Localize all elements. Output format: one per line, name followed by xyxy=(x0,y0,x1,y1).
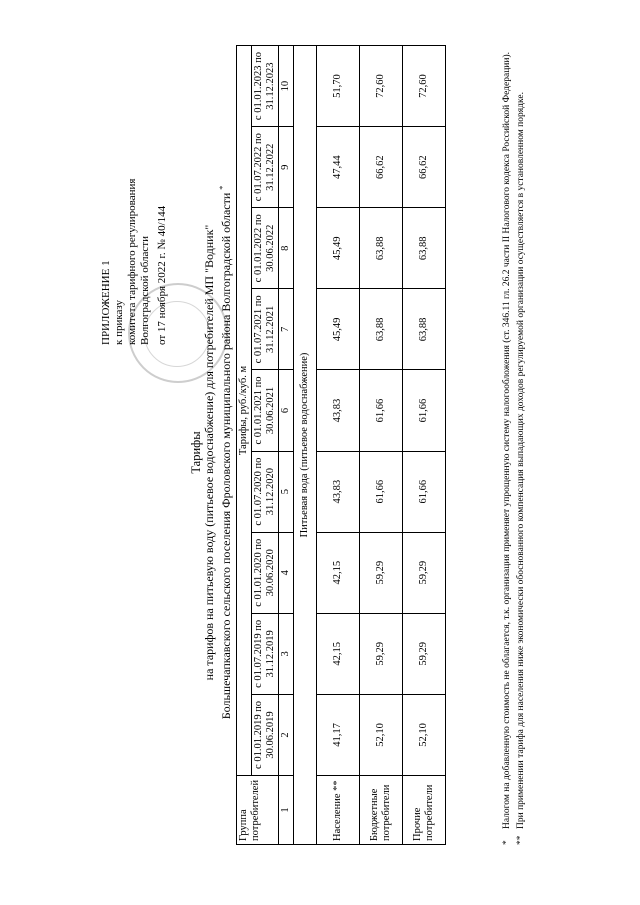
tariff-value: 72,60 xyxy=(403,46,446,127)
period-header: с 01.01.2021 по 30.06.2021 xyxy=(252,370,279,451)
column-number: 1 xyxy=(279,776,294,845)
tariff-value: 72,60 xyxy=(360,46,403,127)
section-label: Питьевая вода (питьевое водоснабжение) xyxy=(294,46,317,845)
tariff-table xyxy=(236,45,446,845)
tariff-value: 47,44 xyxy=(317,127,360,208)
tariff-value: 63,88 xyxy=(403,208,446,289)
column-number: 2 xyxy=(279,694,294,775)
footnote-mark: ** xyxy=(515,835,526,845)
column-number: 6 xyxy=(279,370,294,451)
column-number: 3 xyxy=(279,613,294,694)
column-numbers-row xyxy=(279,46,294,845)
footnote-mark: * xyxy=(502,840,512,845)
document-heading xyxy=(190,0,233,905)
period-header: с 01.07.2022 по 31.12.2022 xyxy=(252,127,279,208)
period-header: с 01.01.2023 по 31.12.2023 xyxy=(252,46,279,127)
period-header: с 01.07.2020 по 31.12.2020 xyxy=(252,451,279,532)
period-header: с 01.01.2019 по 30.06.2019 xyxy=(252,694,279,775)
footnote xyxy=(516,45,528,845)
tariff-value: 43,83 xyxy=(317,370,360,451)
tariff-value: 63,88 xyxy=(403,289,446,370)
table-row xyxy=(403,46,446,845)
column-number: 5 xyxy=(279,451,294,532)
row-label: Прочие потребители xyxy=(403,776,446,845)
tariff-value: 42,15 xyxy=(317,613,360,694)
row-label: Бюджетные потребители xyxy=(360,776,403,845)
tariff-value: 61,66 xyxy=(403,370,446,451)
tariff-value: 45,49 xyxy=(317,289,360,370)
heading-line: на тарифов на питьевую воду (питьевое водоснабжение) для потребителей МП "Водник" xyxy=(202,224,216,681)
tariff-value: 63,88 xyxy=(360,289,403,370)
column-number: 4 xyxy=(279,532,294,613)
tariff-value: 66,62 xyxy=(403,127,446,208)
footnotes xyxy=(502,45,529,845)
tariff-value: 61,66 xyxy=(360,451,403,532)
appendix-header xyxy=(100,45,169,345)
tariff-value: 63,88 xyxy=(360,208,403,289)
period-header: с 01.07.2019 по 31.12.2019 xyxy=(252,613,279,694)
footnote-text: Налогом на добавленную стоимость не облагается, т.к. организация применяет упрощенную систему налогообложения (ст. 346.11 гл. 26.2 части II Налогового кодекса Российской Федерации). xyxy=(502,52,512,829)
appendix-title: ПРИЛОЖЕНИЕ 1 xyxy=(100,260,112,345)
period-header: с 01.01.2022 по 30.06.2022 xyxy=(252,208,279,289)
appendix-line: комитета тарифного регулирования xyxy=(126,178,138,345)
tariff-value: 52,10 xyxy=(403,694,446,775)
tariff-value: 52,10 xyxy=(360,694,403,775)
appendix-line: Волгоградской области xyxy=(139,236,151,345)
tariff-value: 41,17 xyxy=(317,694,360,775)
period-header: с 01.01.2020 по 30.06.2020 xyxy=(252,532,279,613)
heading-line: Большечапкавского сельского поселения Фроловского муниципального района Волгоградской области * xyxy=(218,185,233,720)
period-header: с 01.07.2021 по 31.12.2021 xyxy=(252,289,279,370)
tariff-value: 45,49 xyxy=(317,208,360,289)
heading-title: Тарифы xyxy=(189,431,203,474)
column-number: 10 xyxy=(279,46,294,127)
appendix-date: от 17 ноября 2022 г. № 40/144 xyxy=(156,205,168,345)
periods-row xyxy=(252,46,279,845)
table-row xyxy=(360,46,403,845)
row-label: Население ** xyxy=(317,776,360,845)
footnote-text: При применении тарифа для населения ниже экономически обоснованного компенсация выпадающих доходов регулируемой организации осуществляется в установленном порядке. xyxy=(515,92,526,829)
appendix-line: к приказу xyxy=(113,299,125,345)
tariff-value: 59,29 xyxy=(403,532,446,613)
tariff-value: 59,29 xyxy=(403,613,446,694)
footnote xyxy=(502,45,514,845)
tariff-value: 61,66 xyxy=(403,451,446,532)
tariff-value: 43,83 xyxy=(317,451,360,532)
column-number: 8 xyxy=(279,208,294,289)
table-row xyxy=(317,46,360,845)
tariff-header: Тарифы, руб./куб. м xyxy=(237,46,252,776)
column-number: 9 xyxy=(279,127,294,208)
group-header: Группа потребителей xyxy=(237,776,279,845)
tariff-value: 59,29 xyxy=(360,532,403,613)
column-number: 7 xyxy=(279,289,294,370)
tariff-value: 66,62 xyxy=(360,127,403,208)
tariff-value: 61,66 xyxy=(360,370,403,451)
tariff-value: 51,70 xyxy=(317,46,360,127)
tariff-value: 59,29 xyxy=(360,613,403,694)
tariff-value: 42,15 xyxy=(317,532,360,613)
